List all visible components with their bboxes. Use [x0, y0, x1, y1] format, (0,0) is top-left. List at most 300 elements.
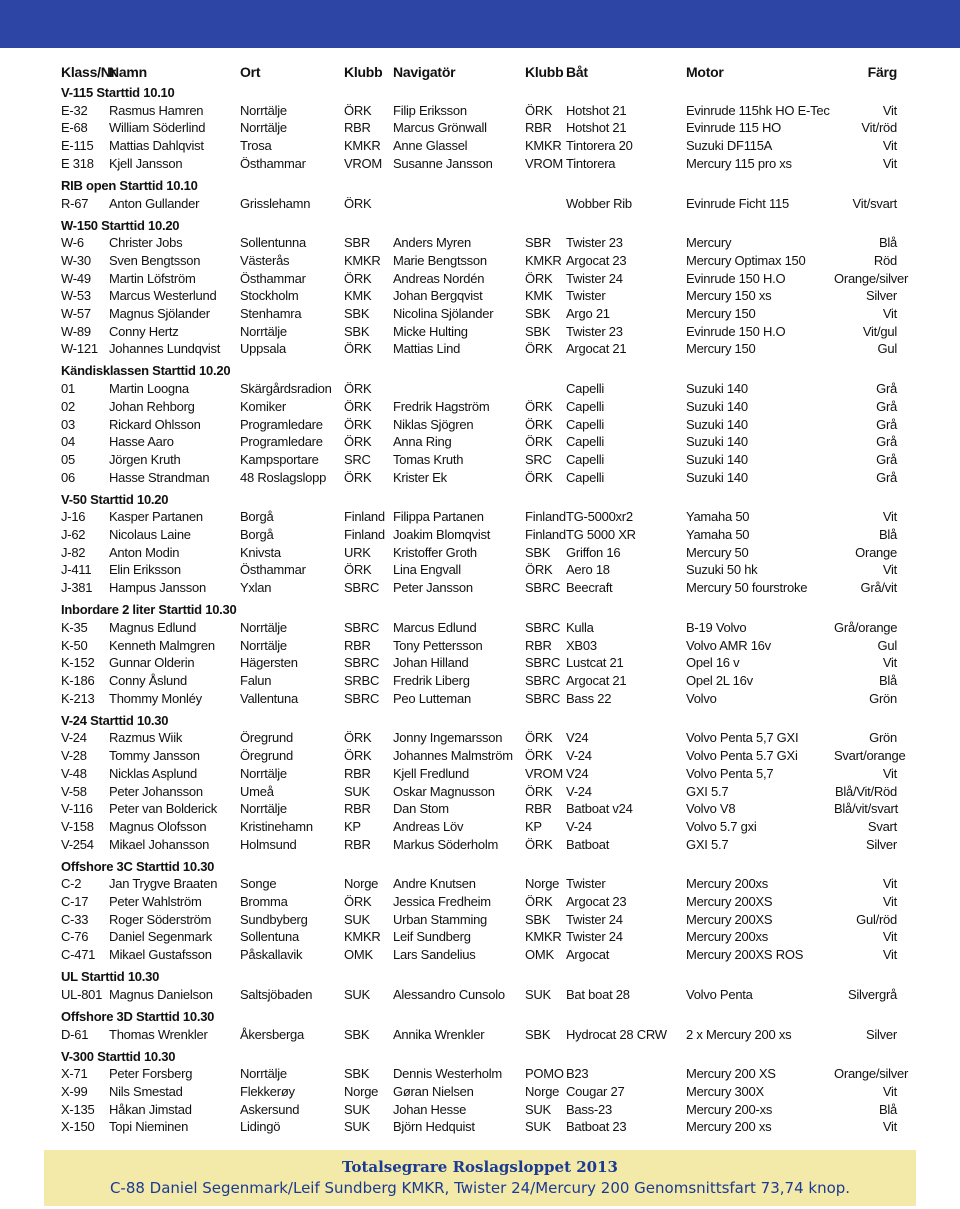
cell-town: Bromma — [240, 894, 288, 910]
cell-club: Norge — [344, 876, 379, 892]
cell-town: Åkersberga — [240, 1026, 304, 1042]
cell-navigator: Fredrik Hagström — [393, 398, 490, 414]
cell-club: ÖRK — [344, 416, 372, 432]
cell-color: Vit — [882, 765, 897, 781]
cell-color: Vit/svart — [852, 195, 897, 211]
cell-navigator: Leif Sundberg — [393, 929, 471, 945]
section-header — [61, 358, 897, 380]
cell-town: Norrtälje — [240, 120, 287, 136]
section-header — [61, 212, 897, 234]
cell-navigator: Lina Engvall — [393, 562, 461, 578]
cell-engine: Suzuki 50 hk — [686, 562, 758, 578]
cell-boat: Tintorera 20 — [566, 138, 633, 154]
cell-club: SBRC — [344, 619, 380, 635]
cell-navigator-club: SBRC — [525, 580, 561, 596]
cell-class-nr: E 318 — [61, 155, 94, 171]
cell-color: Blå — [878, 1101, 897, 1117]
cell-navigator-club: KMKR — [525, 138, 562, 154]
cell-class-nr: V-158 — [61, 818, 94, 834]
cell-driver-name: Kasper Partanen — [109, 509, 203, 525]
entry-row — [61, 1065, 897, 1083]
cell-club: ÖRK — [344, 195, 372, 211]
cell-class-nr: W-30 — [61, 252, 91, 268]
cell-navigator-club — [525, 380, 566, 398]
cell-navigator: Dennis Westerholm — [393, 1066, 502, 1082]
cell-club: SUK — [344, 783, 370, 799]
cell-town: Borgå — [240, 527, 274, 543]
entry-row — [61, 137, 897, 155]
cell-color: Blå — [878, 672, 897, 688]
cell-engine: Volvo V8 — [686, 801, 736, 817]
cell-navigator: Annika Wrenkler — [393, 1026, 485, 1042]
cell-driver-name: Daniel Segenmark — [109, 929, 212, 945]
cell-color: Vit — [882, 1083, 897, 1099]
cell-town: Komiker — [240, 398, 286, 414]
entry-row — [61, 155, 897, 173]
cell-driver-name: Mikael Johansson — [109, 836, 210, 852]
cell-color: Gul/röd — [856, 911, 897, 927]
cell-color: Silver — [865, 836, 897, 852]
cell-engine: Mercury 50 — [686, 544, 749, 560]
cell-color: Vit — [882, 138, 897, 154]
cell-class-nr: X-150 — [61, 1119, 95, 1135]
cell-class-nr: W-53 — [61, 288, 91, 304]
entry-row — [61, 637, 897, 655]
cell-engine: Mercury Optimax 150 — [686, 252, 806, 268]
header-class-nr: Klass/Nr — [61, 63, 116, 80]
cell-club: Finland — [344, 527, 385, 543]
entry-row — [61, 729, 897, 747]
cell-boat: Argocat 21 — [566, 672, 627, 688]
cell-navigator: Filip Eriksson — [393, 102, 467, 118]
cell-navigator: Jessica Fredheim — [393, 894, 491, 910]
cell-club: RBR — [344, 637, 371, 653]
cell-navigator: Anders Myren — [393, 235, 471, 251]
entry-row — [61, 102, 897, 120]
header-name: Namn — [109, 63, 147, 80]
cell-town: Norrtälje — [240, 323, 287, 339]
section-header — [61, 853, 897, 875]
entry-row — [61, 690, 897, 708]
cell-club: SBRC — [344, 580, 380, 596]
cell-engine: Suzuki 140 — [686, 469, 748, 485]
section-title: W-150 Starttid 10.20 — [61, 217, 180, 233]
cell-club: RBR — [344, 801, 371, 817]
cell-boat: Batboat v24 — [566, 801, 633, 817]
cell-navigator-club: SRC — [525, 451, 552, 467]
cell-town: Stenhamra — [240, 306, 302, 322]
cell-navigator: Dan Stom — [393, 801, 449, 817]
cell-navigator-club: VROM — [525, 765, 563, 781]
cell-club: Norge — [344, 1083, 379, 1099]
cell-navigator — [393, 380, 525, 398]
cell-boat: TG 5000 XR — [566, 527, 636, 543]
cell-boat: Capelli — [566, 469, 604, 485]
cell-color: Vit — [882, 894, 897, 910]
cell-navigator: Anna Ring — [393, 434, 452, 450]
cell-club: SUK — [344, 1119, 370, 1135]
cell-driver-name: Thommy Monléy — [109, 690, 202, 706]
cell-class-nr: C-17 — [61, 894, 89, 910]
cell-club: ÖRK — [344, 748, 372, 764]
cell-engine: Volvo AMR 16v — [686, 637, 771, 653]
cell-color: Vit — [882, 1119, 897, 1135]
section-title: V-300 Starttid 10.30 — [61, 1048, 176, 1064]
cell-driver-name: Johan Rehborg — [109, 398, 195, 414]
cell-class-nr: R-67 — [61, 195, 89, 211]
cell-class-nr: E-115 — [61, 138, 94, 154]
cell-engine: Yamaha 50 — [686, 527, 750, 543]
cell-town: Norrtälje — [240, 1066, 287, 1082]
cell-driver-name: Nicklas Asplund — [109, 765, 198, 781]
section-title: RIB open Starttid 10.10 — [61, 177, 198, 193]
entry-row — [61, 818, 897, 836]
cell-color: Silver — [865, 1026, 897, 1042]
cell-navigator: Tomas Kruth — [393, 451, 464, 467]
cell-engine: Suzuki 140 — [686, 434, 748, 450]
cell-town: Skärgårdsradion — [240, 381, 332, 397]
cell-boat: TG-5000xr2 — [566, 509, 633, 525]
entry-row — [61, 986, 897, 1004]
cell-navigator-club: SBK — [525, 544, 551, 560]
cell-class-nr: 03 — [61, 416, 75, 432]
cell-navigator: Marcus Grönwall — [393, 120, 487, 136]
cell-class-nr: W-89 — [61, 323, 91, 339]
cell-class-nr: 06 — [61, 469, 75, 485]
cell-navigator-club: ÖRK — [525, 730, 553, 746]
cell-navigator-club: KMKR — [525, 929, 562, 945]
cell-engine: Suzuki 140 — [686, 398, 748, 414]
header-engine: Motor — [686, 63, 724, 80]
cell-club: KMKR — [344, 929, 381, 945]
cell-driver-name: Jan Trygve Braaten — [109, 876, 218, 892]
cell-color: Vit — [882, 562, 897, 578]
entry-row — [61, 380, 897, 398]
cell-color: Grå/orange — [834, 619, 898, 635]
cell-class-nr: D-61 — [61, 1026, 89, 1042]
cell-boat: Capelli — [566, 434, 604, 450]
cell-engine: Volvo 5.7 gxi — [686, 818, 757, 834]
cell-driver-name: Anton Modin — [109, 544, 180, 560]
entry-row — [61, 1026, 897, 1044]
cell-driver-name: Hampus Jansson — [109, 580, 206, 596]
header-navigator-club: Klubb — [525, 63, 564, 80]
cell-town: Norrtälje — [240, 102, 287, 118]
cell-color: Blå — [878, 527, 897, 543]
cell-boat: Capelli — [566, 451, 604, 467]
cell-driver-name: Marcus Westerlund — [109, 288, 217, 304]
cell-boat: Batboat — [566, 836, 610, 852]
cell-navigator-club: ÖRK — [525, 748, 553, 764]
cell-engine: Suzuki 140 — [686, 451, 748, 467]
cell-engine: Mercury 200XS ROS — [686, 947, 804, 963]
cell-navigator-club — [525, 195, 566, 213]
section-header — [61, 173, 897, 195]
cell-class-nr: 02 — [61, 398, 75, 414]
cell-navigator-club: SBK — [525, 306, 551, 322]
entry-row — [61, 893, 897, 911]
cell-navigator: Andre Knutsen — [393, 876, 476, 892]
cell-club: KMKR — [344, 252, 381, 268]
cell-engine: Mercury 200xs — [686, 929, 768, 945]
cell-engine: Suzuki 140 — [686, 381, 748, 397]
cell-club: RBR — [344, 765, 371, 781]
cell-boat: V-24 — [566, 748, 592, 764]
cell-navigator: Björn Hedquist — [393, 1119, 475, 1135]
cell-class-nr: J-381 — [61, 580, 93, 596]
cell-boat: Bat boat 28 — [566, 986, 630, 1002]
cell-color: Grå — [876, 451, 897, 467]
cell-navigator-club: KP — [525, 818, 542, 834]
cell-navigator: Andreas Löv — [393, 818, 464, 834]
cell-navigator-club: RBR — [525, 120, 552, 136]
entry-row — [61, 451, 897, 469]
cell-driver-name: Christer Jobs — [109, 235, 183, 251]
cell-color: Blå/Vit/Röd — [834, 783, 897, 799]
cell-boat: Capelli — [566, 416, 604, 432]
cell-color: Vit/gul — [862, 323, 897, 339]
entry-row — [61, 911, 897, 929]
cell-navigator-club: SBK — [525, 323, 551, 339]
cell-class-nr: K-213 — [61, 690, 95, 706]
cell-driver-name: Mikael Gustafsson — [109, 947, 212, 963]
cell-club: ÖRK — [344, 341, 372, 357]
cell-town: Programledare — [240, 416, 323, 432]
cell-navigator: Krister Ek — [393, 469, 447, 485]
cell-driver-name: Mattias Dahlqvist — [109, 138, 204, 154]
cell-engine: Mercury 115 pro xs — [686, 155, 792, 171]
cell-navigator-club: Norge — [525, 876, 560, 892]
cell-navigator: Markus Söderholm — [393, 836, 499, 852]
cell-navigator-club: ÖRK — [525, 894, 553, 910]
cell-engine: Mercury 200 xs — [686, 1119, 772, 1135]
section-header — [61, 707, 897, 729]
cell-boat: Wobber Rib — [566, 195, 632, 211]
cell-navigator-club: SBK — [525, 911, 551, 927]
cell-class-nr: 05 — [61, 451, 75, 467]
entry-row — [61, 654, 897, 672]
cell-class-nr: V-254 — [61, 836, 94, 852]
cell-class-nr: X-71 — [61, 1066, 88, 1082]
entry-row — [61, 508, 897, 526]
cell-class-nr: 01 — [61, 381, 75, 397]
cell-club: ÖRK — [344, 894, 372, 910]
cell-engine: Suzuki DF115A — [686, 138, 773, 154]
entry-row — [61, 928, 897, 946]
cell-driver-name: Nicolaus Laine — [109, 527, 191, 543]
cell-navigator: Kjell Fredlund — [393, 765, 469, 781]
cell-driver-name: Jörgen Kruth — [109, 451, 181, 467]
cell-town: 48 Roslagslopp — [240, 469, 327, 485]
cell-town: Vallentuna — [240, 690, 298, 706]
entry-row — [61, 783, 897, 801]
cell-class-nr: W-121 — [61, 341, 98, 357]
section-title: Kändisklassen Starttid 10.20 — [61, 363, 231, 379]
cell-town: Norrtälje — [240, 619, 287, 635]
cell-engine: Mercury 200XS — [686, 894, 773, 910]
section-title: Inbordare 2 liter Starttid 10.30 — [61, 602, 237, 618]
cell-boat: XB03 — [566, 637, 597, 653]
cell-class-nr: UL-801 — [61, 986, 103, 1002]
cell-boat: Beecraft — [566, 580, 613, 596]
section-title: Offshore 3C Starttid 10.30 — [61, 858, 215, 874]
cell-navigator: Peo Lutteman — [393, 690, 471, 706]
cell-town: Knivsta — [240, 544, 281, 560]
cell-navigator-club: ÖRK — [525, 398, 553, 414]
cell-engine: Suzuki 140 — [686, 416, 748, 432]
cell-navigator-club: ÖRK — [525, 562, 553, 578]
entry-row — [61, 270, 897, 288]
cell-engine: Yamaha 50 — [686, 509, 750, 525]
cell-boat: Bass 22 — [566, 690, 612, 706]
cell-color: Svart — [867, 818, 897, 834]
cell-navigator: Kristoffer Groth — [393, 544, 477, 560]
cell-boat: Twister — [566, 288, 606, 304]
cell-navigator-club: KMK — [525, 288, 553, 304]
cell-driver-name: Kenneth Malmgren — [109, 637, 215, 653]
cell-club: SRC — [344, 451, 371, 467]
entry-row — [61, 765, 897, 783]
cell-town: Stockholm — [240, 288, 299, 304]
cell-navigator-club: SBRC — [525, 690, 561, 706]
entry-row — [61, 1101, 897, 1119]
cell-navigator: Andreas Nordén — [393, 270, 485, 286]
cell-club: SBRC — [344, 655, 380, 671]
entry-row — [61, 323, 897, 341]
cell-navigator: Oskar Magnusson — [393, 783, 495, 799]
cell-club: SUK — [344, 986, 370, 1002]
section-header — [61, 597, 897, 619]
cell-color: Svart/orange — [834, 748, 906, 764]
cell-town: Sundbyberg — [240, 911, 308, 927]
entry-row — [61, 416, 897, 434]
cell-driver-name: Gunnar Olderin — [109, 655, 195, 671]
cell-navigator-club: SUK — [525, 1101, 551, 1117]
section-title: Offshore 3D Starttid 10.30 — [61, 1008, 215, 1024]
cell-town: Lidingö — [240, 1119, 281, 1135]
cell-driver-name: Martin Löfström — [109, 270, 196, 286]
cell-club: SBRC — [344, 690, 380, 706]
header-club: Klubb — [344, 63, 383, 80]
cell-class-nr: K-35 — [61, 619, 88, 635]
cell-town: Sollentuna — [240, 929, 299, 945]
cell-class-nr: V-24 — [61, 730, 87, 746]
entry-row — [61, 579, 897, 597]
cell-navigator-club: VROM — [525, 155, 563, 171]
overall-winner-box — [44, 1150, 916, 1206]
cell-driver-name: Nils Smestad — [109, 1083, 183, 1099]
cell-town: Öregrund — [240, 748, 293, 764]
entry-row — [61, 946, 897, 964]
section-header — [61, 1043, 897, 1065]
section-header — [61, 964, 897, 986]
section-header — [61, 486, 897, 508]
cell-navigator-club: SBK — [525, 1026, 551, 1042]
entry-row — [61, 340, 897, 358]
cell-club: RBR — [344, 120, 371, 136]
cell-color: Orange — [855, 544, 897, 560]
cell-class-nr: W-49 — [61, 270, 91, 286]
cell-engine: Mercury — [686, 235, 732, 251]
cell-color: Vit — [882, 929, 897, 945]
cell-navigator-club: KMKR — [525, 252, 562, 268]
cell-color: Grå — [876, 416, 897, 432]
cell-color: Vit — [882, 655, 897, 671]
cell-driver-name: Rickard Ohlsson — [109, 416, 201, 432]
cell-town: Yxlan — [240, 580, 272, 596]
cell-club: ÖRK — [344, 381, 372, 397]
cell-town: Flekkerøy — [240, 1083, 295, 1099]
cell-class-nr: V-116 — [61, 801, 93, 817]
cell-town: Norrtälje — [240, 765, 287, 781]
cell-navigator-club: Finland — [525, 509, 566, 525]
cell-driver-name: Tommy Jansson — [109, 748, 200, 764]
cell-town: Kampsportare — [240, 451, 319, 467]
cell-town: Norrtälje — [240, 801, 287, 817]
cell-navigator-club: SBRC — [525, 672, 561, 688]
section-header — [61, 1004, 897, 1026]
cell-boat: Capelli — [566, 381, 604, 397]
cell-town: Programledare — [240, 434, 323, 450]
cell-navigator: Alessandro Cunsolo — [393, 986, 505, 1002]
cell-boat: Argocat 23 — [566, 894, 627, 910]
cell-boat: Lustcat 21 — [566, 655, 624, 671]
cell-class-nr: J-411 — [61, 562, 92, 578]
cell-driver-name: Magnus Danielson — [109, 986, 213, 1002]
cell-class-nr: J-62 — [61, 527, 86, 543]
cell-boat: Aero 18 — [566, 562, 610, 578]
cell-class-nr: K-152 — [61, 655, 95, 671]
cell-navigator-club: Finland — [525, 527, 566, 543]
cell-engine: Mercury 200 XS — [686, 1066, 776, 1082]
cell-engine: B-19 Volvo — [686, 619, 747, 635]
cell-color: Blå — [878, 235, 897, 251]
cell-navigator: Urban Stamming — [393, 911, 488, 927]
header-navigator: Navigatör — [393, 63, 456, 80]
cell-town: Songe — [240, 876, 277, 892]
cell-navigator-club: SBR — [525, 235, 551, 251]
header-color: Färg — [867, 63, 897, 80]
entry-row — [61, 747, 897, 765]
cell-color: Röd — [873, 252, 897, 268]
cell-boat: Argocat 21 — [566, 341, 627, 357]
cell-color: Gul — [877, 341, 897, 357]
cell-club: ÖRK — [344, 469, 372, 485]
cell-navigator: Joakim Blomqvist — [393, 527, 491, 543]
cell-engine: Mercury 300X — [686, 1083, 764, 1099]
cell-color: Blå/vit/svart — [834, 801, 898, 817]
cell-club: SRBC — [344, 672, 380, 688]
cell-boat: Twister 23 — [566, 323, 623, 339]
cell-navigator-club: SBRC — [525, 619, 561, 635]
section-header — [61, 84, 897, 102]
cell-boat: Twister 24 — [566, 911, 623, 927]
section-title: V-50 Starttid 10.20 — [61, 491, 169, 507]
entry-row — [61, 672, 897, 690]
cell-town: Umeå — [240, 783, 274, 799]
cell-town: Västerås — [240, 252, 290, 268]
cell-class-nr: X-99 — [61, 1083, 88, 1099]
cell-club: KMK — [344, 288, 372, 304]
cell-navigator-club: SBRC — [525, 655, 561, 671]
cell-color: Vit — [882, 102, 897, 118]
cell-engine: Volvo Penta 5.7 GXi — [686, 748, 798, 764]
cell-driver-name: Kjell Jansson — [109, 155, 183, 171]
cell-driver-name: Magnus Edlund — [109, 619, 197, 635]
cell-boat: V24 — [566, 730, 589, 746]
cell-class-nr: W-57 — [61, 306, 91, 322]
cell-class-nr: 04 — [61, 434, 75, 450]
